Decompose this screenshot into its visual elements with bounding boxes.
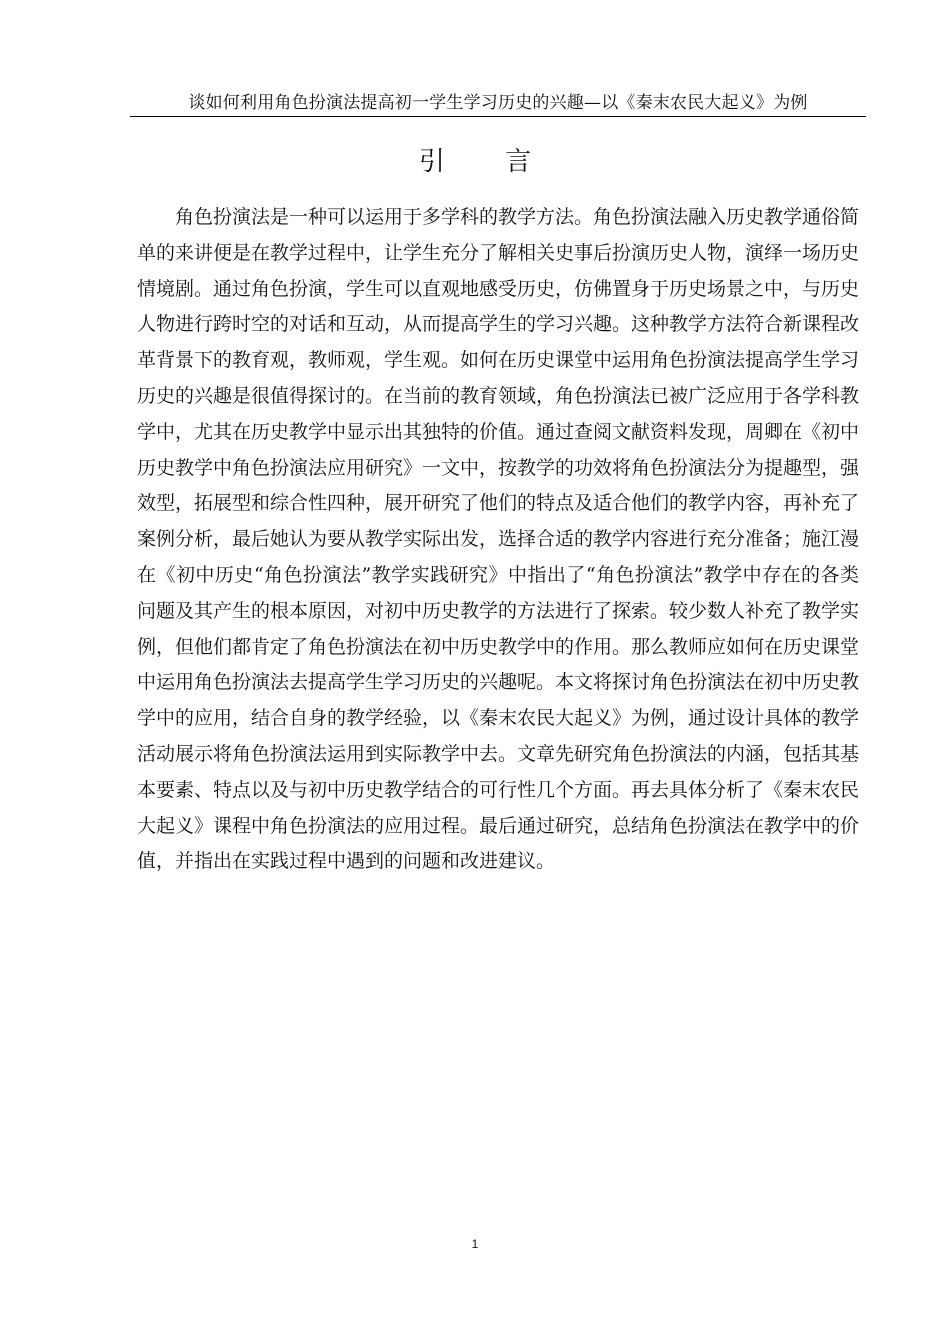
body-paragraph: 角色扮演法是一种可以运用于多学科的教学方法。角色扮演法融入历史教学通俗简单的来讲便是在教学过程中，让学生充分了解相关史事后扮演历史人物，演绎一场历史情境剧。通过角色扮演，学生可以直观地感受历史，仿佛置身于历史场景之中，与历史人物进行跨时空的对话和互动，从而提高学生的学习兴趣。这种教学方法符合新课程改革背景下的教育观，教师观，学生观。如何在历史课堂中运用角色扮演法提高学生学习历史的兴趣是很值得探讨的。在当前的教育领域，角色扮演法已被广泛应用于各学科教学中，尤其在历史教学中显示出其独特的价值。通过查阅文献资料发现，周卿在《初中历史教学中角色扮演法应用研究》一文中，按教学的功效将角色扮演法分为提趣型，强效型，拓展型和综合性四种，展开研究了他们的特点及适合他们的教学内容，再补充了案例分析，最后她认为要从教学实际出发，选择合适的教学内容进行充分准备；施江漫在《初中历史“角色扮演法”教学实践研究》中指出了“角色扮演法”教学中存在的各类问题及其产生的根本原因，对初中历史教学的方法进行了探索。较少数人补充了教学实例，但他们都肯定了角色扮演法在初中历史教学中的作用。那么教师应如何在历史课堂中运用角色扮演法去提高学生学习历史的兴趣呢。本文将探讨角色扮演法在初中历史教学中的应用，结合自身的教学经验，以《秦末农民大起义》为例，通过设计具体的教学活动展示将角色扮演法运用到实际教学中去。文章先研究角色扮演法的内涵，包括其基本要素、特点以及与初中历史教学结合的可行性几个方面。再去具体分析了《秦末农民大起义》课程中角色扮演法的应用过程。最后通过研究，总结角色扮演法在教学中的价值，并指出在实践过程中遇到的问题和改进建议。 bbox=[137, 206, 860, 873]
running-header: 谈如何利用角色扮演法提高初一学生学习历史的兴趣—以《秦末农民大起义》为例 bbox=[188, 93, 808, 113]
page-number: 1 bbox=[471, 1237, 479, 1251]
section-title: 引 言 bbox=[418, 147, 558, 177]
header-rule bbox=[130, 116, 866, 117]
